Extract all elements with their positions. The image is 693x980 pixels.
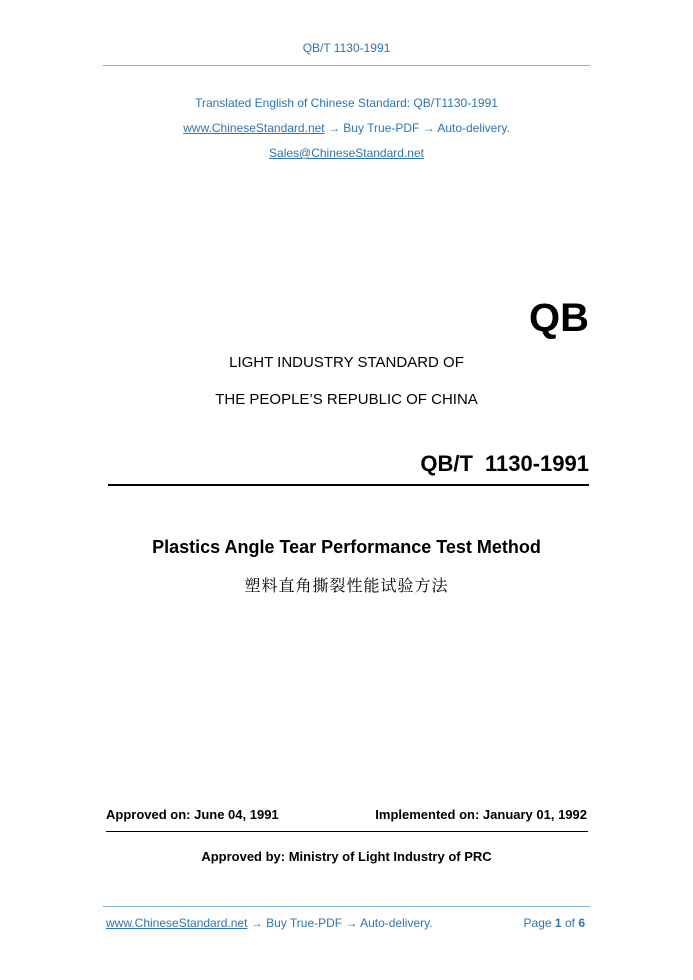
code-divider [108,484,589,486]
of-label: of [564,916,575,930]
title-english: Plastics Angle Tear Performance Test Method [152,537,541,557]
qb-logo: QB [529,296,589,340]
approval-divider [106,831,588,832]
page-number: 1 [554,916,562,930]
standard-line-1: LIGHT INDUSTRY STANDARD OF [229,354,464,371]
email-link[interactable]: Sales@ChineseStandard.net [269,146,424,160]
implemented-on: Implemented on: January 01, 1992 [375,807,587,822]
standard-code: QB/T 1130-1991 [420,451,589,476]
approved-on: Approved on: June 04, 1991 [106,807,279,822]
translated-note: Translated English of Chinese Standard: QB/T1130-1991 [195,96,498,110]
footer-site-link[interactable]: www.ChineseStandard.net [106,916,248,930]
title-chinese: 塑料直角撕裂性能试验方法 [244,578,449,595]
approved-by: Approved by: Ministry of Light Industry of PRC [201,849,492,864]
footer-purchase-tail: → Buy True-PDF → Auto-delivery. [247,916,433,930]
email-line [0,146,693,160]
site-link[interactable]: www.ChineseStandard.net [183,121,325,135]
footer-purchase-line [106,916,433,930]
footer-divider [103,906,590,907]
header-divider [103,65,590,66]
page-label: Page [523,916,552,930]
purchase-tail: → Buy True-PDF → Auto-delivery. [324,121,510,135]
purchase-line [0,121,693,135]
page-total: 6 [578,916,585,930]
standard-line-2: THE PEOPLE’S REPUBLIC OF CHINA [215,391,478,408]
page-indicator [524,916,585,930]
header-code: QB/T 1130-1991 [302,41,391,55]
